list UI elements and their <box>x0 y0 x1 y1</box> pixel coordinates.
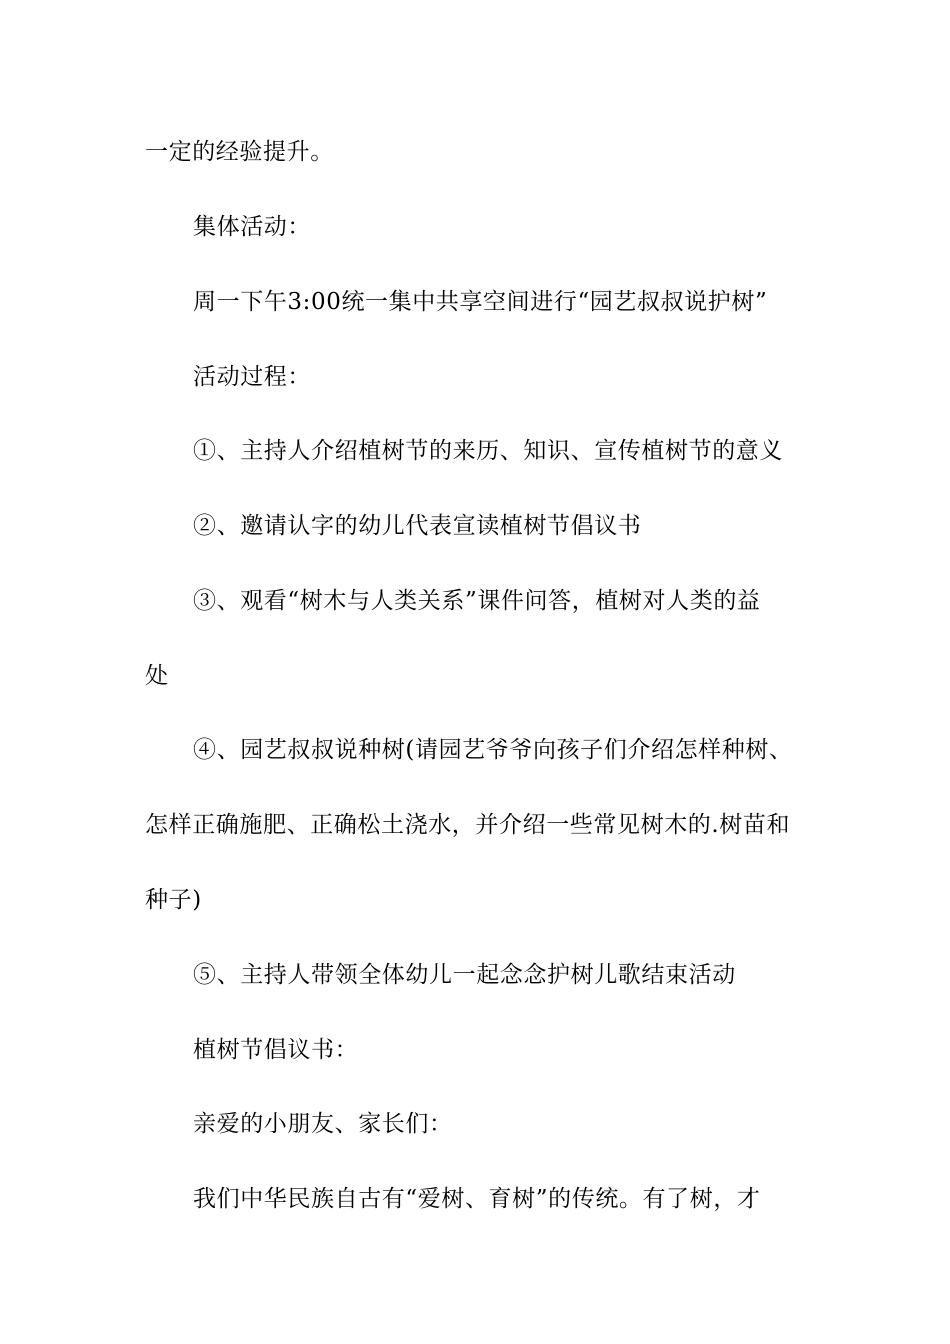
text-line-2: 集体活动： <box>193 214 311 240</box>
text-line-12: ⑤、主持人带领全体幼儿一起念念护树儿歌结束活动 <box>193 962 736 988</box>
text-line-15: 我们中华民族自古有“爱树、育树”的传统。有了树，才 <box>193 1186 761 1212</box>
text-line-13: 植树节倡议书： <box>193 1037 359 1063</box>
text-line-3: 周一下午3:00统一集中共享空间进行“园艺叔叔说护树” <box>193 289 768 315</box>
text-line-9: ④、园艺叔叔说种树(请园艺爷爷向孩子们介绍怎样种树、 <box>193 737 793 763</box>
text-line-7: ③、观看“树木与人类关系”课件问答，植树对人类的益 <box>193 588 761 614</box>
text-line-8: 处 <box>145 663 169 689</box>
text-line-14: 亲爱的小朋友、家长们： <box>193 1111 453 1137</box>
text-line-1: 一定的经验提升。 <box>145 139 334 165</box>
text-line-10: 怎样正确施肥、正确松土浇水，并介绍一些常见树木的.树苗和 <box>145 812 791 838</box>
text-line-6: ②、邀请认字的幼儿代表宣读植树节倡议书 <box>193 513 642 539</box>
text-line-5: ①、主持人介绍植树节的来历、知识、宣传植树节的意义 <box>193 438 783 464</box>
text-line-11: 种子) <box>145 887 202 913</box>
text-line-4: 活动过程： <box>193 364 311 390</box>
